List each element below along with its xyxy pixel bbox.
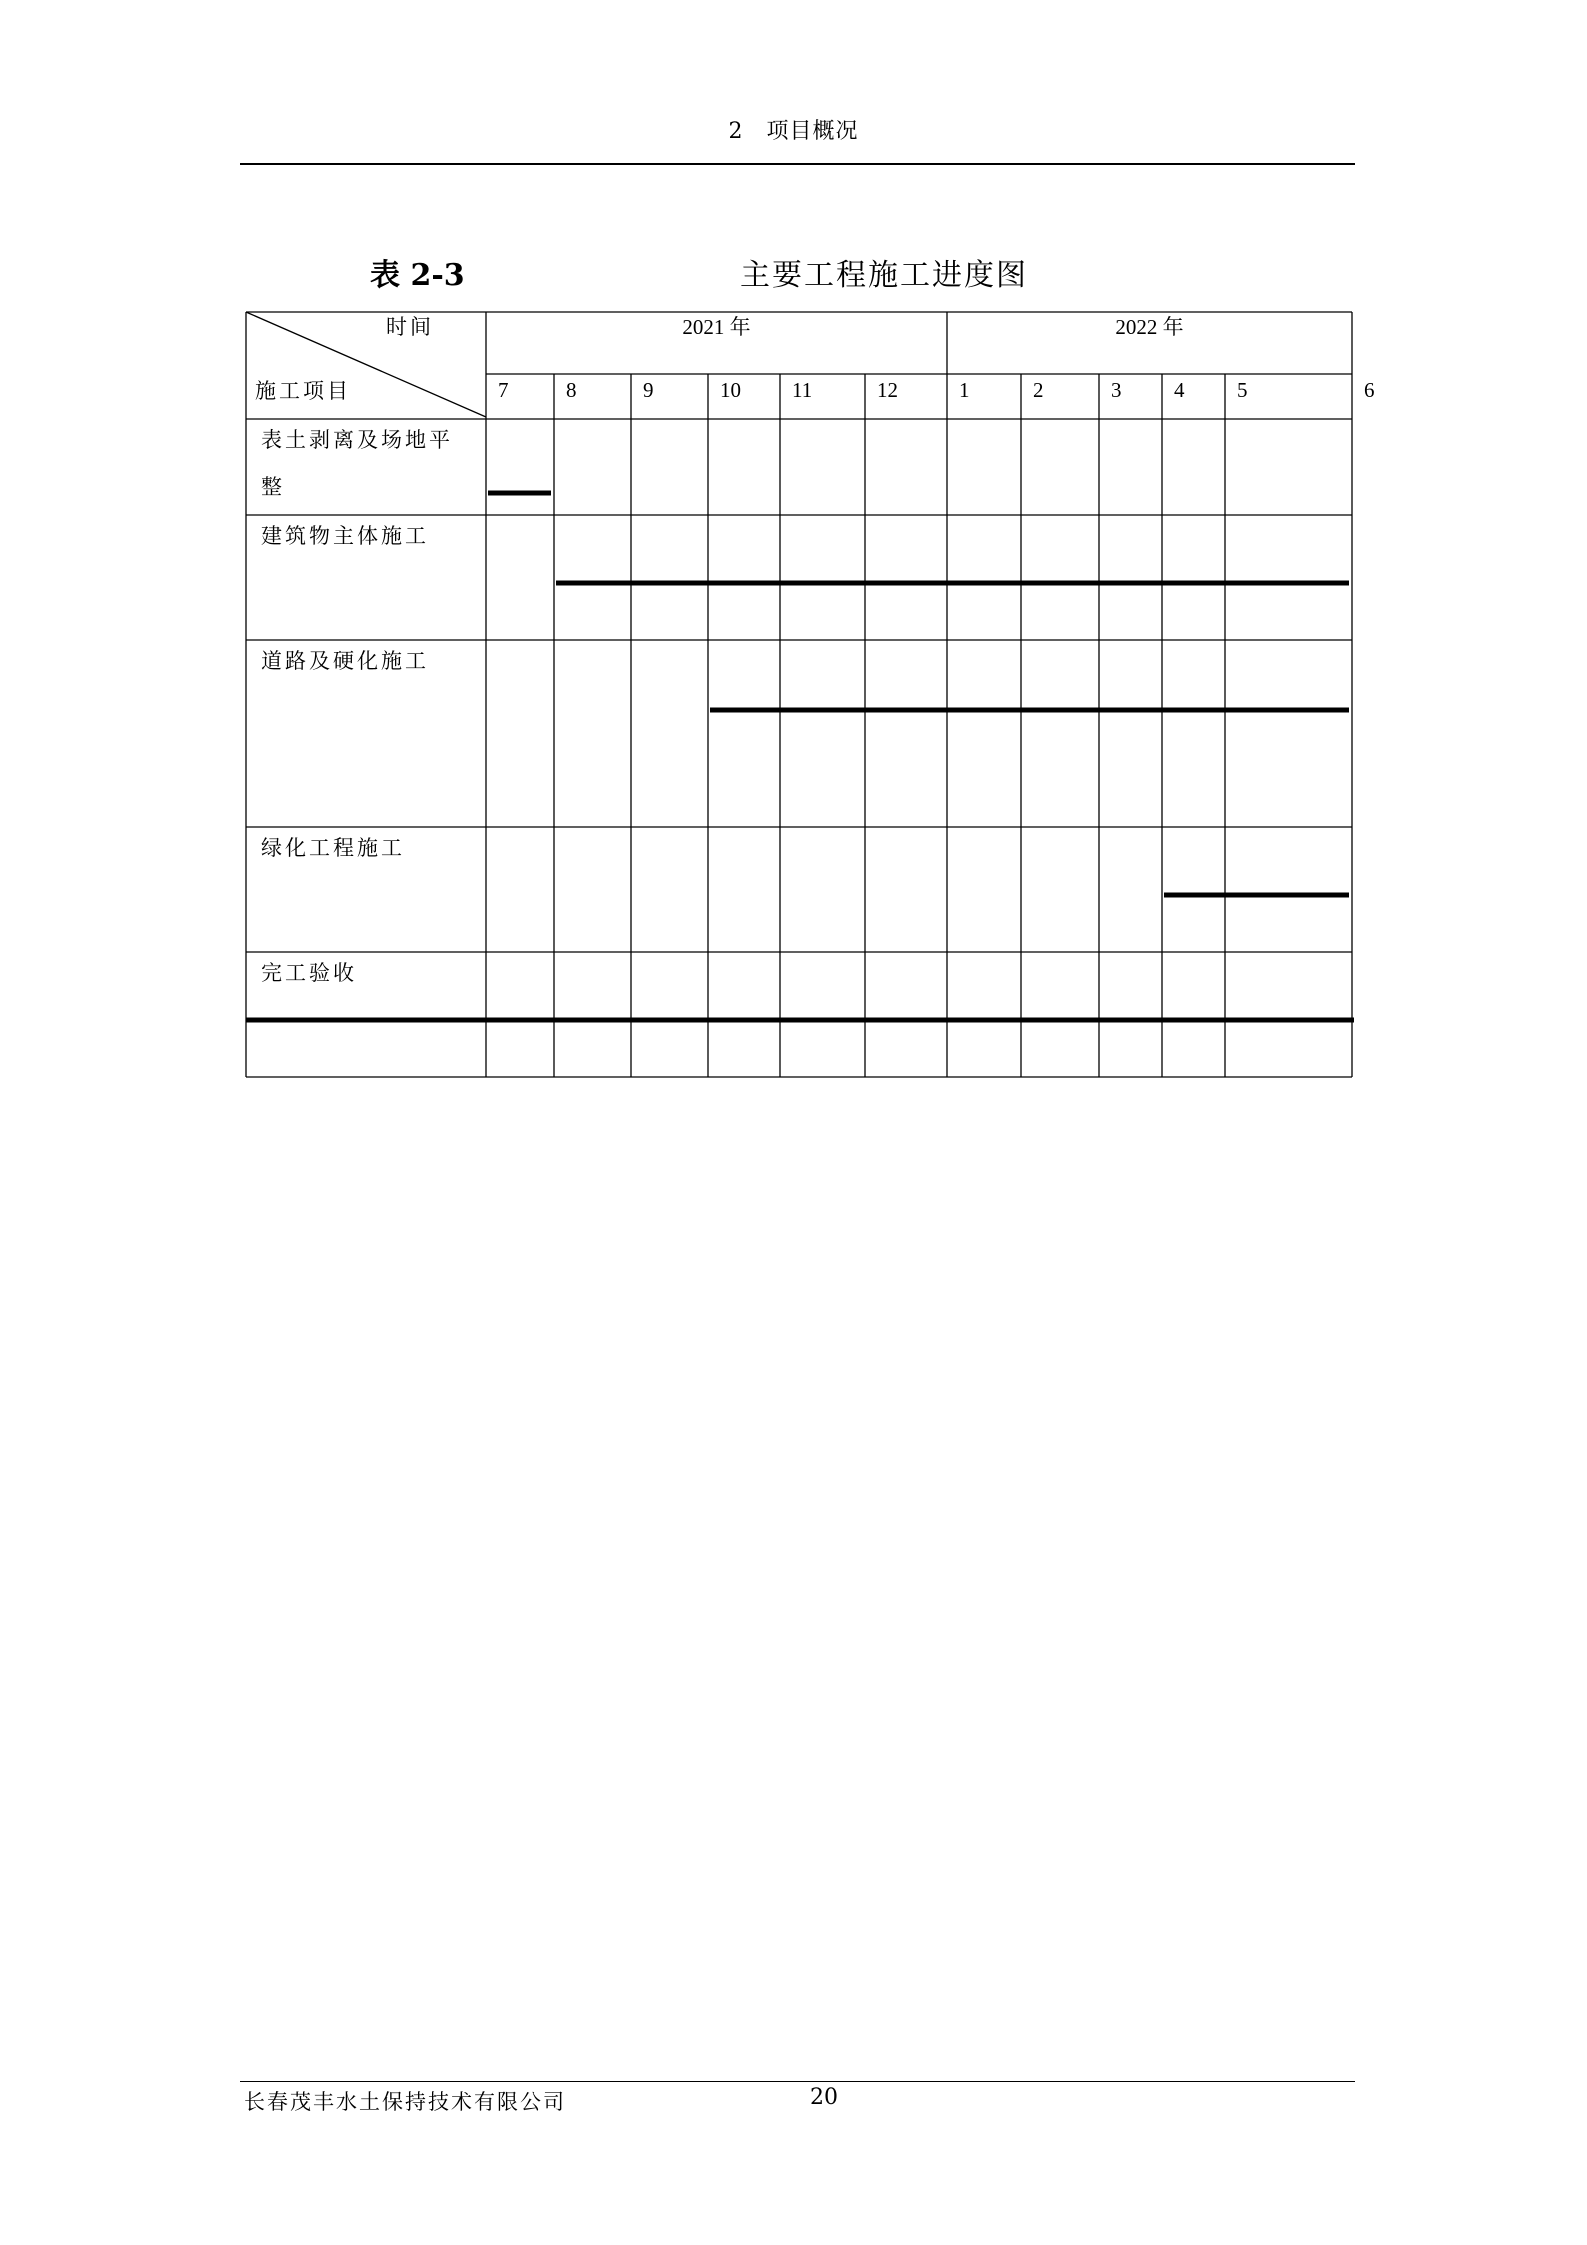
month-label: 7 <box>498 378 509 402</box>
corner-time-label: 时间 <box>386 315 434 339</box>
task-name: 建筑物主体施工 <box>261 524 429 548</box>
month-label: 4 <box>1174 378 1185 402</box>
task-name: 完工验收 <box>261 961 357 985</box>
month-label: 12 <box>877 378 898 402</box>
month-label: 1 <box>959 378 970 402</box>
task-name: 绿化工程施工 <box>261 836 405 860</box>
footer-company-name: 长春茂丰水土保持技术有限公司 <box>244 2090 566 2114</box>
month-label: 6 <box>1364 378 1375 402</box>
page-number: 20 <box>810 2085 838 2110</box>
month-label: 2 <box>1033 378 1044 402</box>
year-label: 2022 年 <box>1115 315 1184 339</box>
month-label: 5 <box>1237 378 1248 402</box>
task-name: 整 <box>261 475 285 499</box>
footer-divider <box>240 2081 1355 2082</box>
corner-task-label: 施工项目 <box>255 379 351 403</box>
running-header: 2 项目概况 <box>728 119 859 144</box>
task-name: 表土剥离及场地平 <box>261 428 453 452</box>
month-label: 11 <box>792 378 813 402</box>
header-divider <box>240 163 1355 165</box>
task-name: 道路及硬化施工 <box>261 649 429 673</box>
construction-schedule-table <box>246 312 1375 1077</box>
month-label: 10 <box>720 378 741 402</box>
month-label: 3 <box>1111 378 1122 402</box>
table-number: 表 2-3 <box>370 258 465 293</box>
table-title: 主要工程施工进度图 <box>740 258 1028 293</box>
month-label: 9 <box>643 378 654 402</box>
year-label: 2021 年 <box>682 315 751 339</box>
month-label: 8 <box>566 378 577 402</box>
